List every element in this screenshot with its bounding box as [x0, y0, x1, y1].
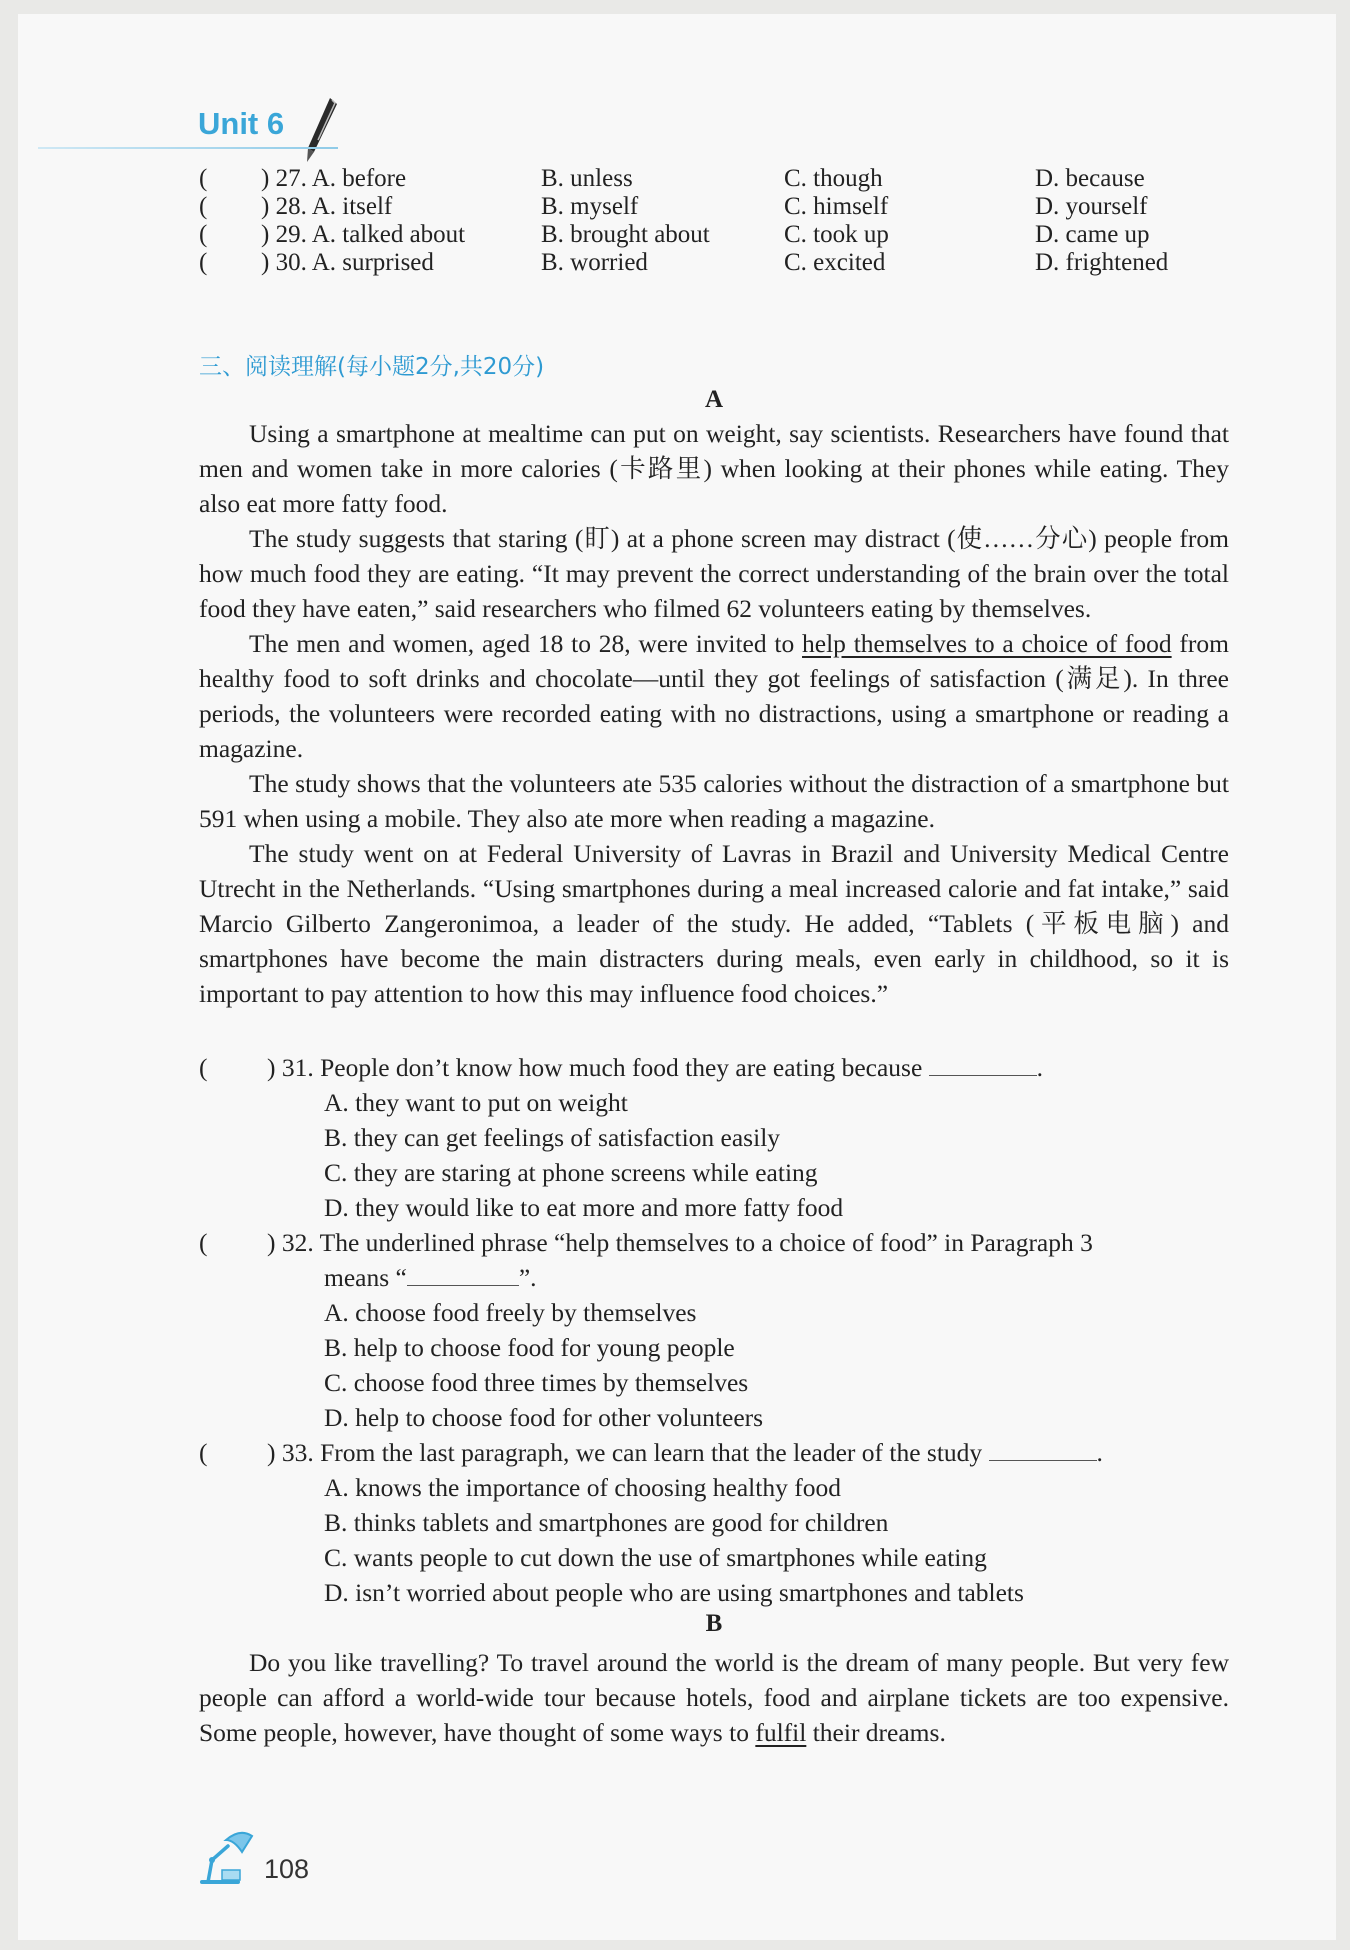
option-d[interactable]: D. they would like to eat more and more fatty food: [324, 1193, 844, 1222]
paragraph-2: The study suggests that staring (盯) at a phone screen may distract (使……分心) people from how much food they are eating. “It may prevent the correct understanding of the brain over the total food they have eaten,” said researchers who filmed 62 volunteers eating by themselves.: [199, 524, 1229, 623]
answer-blank[interactable]: (: [199, 1228, 208, 1257]
option-b: B. unless: [541, 165, 633, 192]
option-b: B. myself: [541, 193, 639, 220]
question-stem: ) 32. The underlined phrase “help themselves to a choice of food” in Paragraph 3: [267, 1228, 1093, 1257]
paragraph-5: The study went on at Federal University of Lavras in Brazil and University Medical Centre Utrecht in the Netherlands. “Using smartphones during a meal increased calorie and fat intake,” said Marcio Gilberto Zangeronimoa, a leader of the study. He added, “Tablets (平板电脑) and smartphones have become the main distracters during meals, even early in childhood, so it is important to pay attention to how this may influence food choices.”: [199, 839, 1229, 1008]
paragraph-3: [199, 626, 1229, 766]
stem-end: .: [1036, 1053, 1044, 1082]
answer-blank[interactable]: (: [199, 249, 208, 276]
option-a: ) 29. A. talked about: [261, 221, 466, 248]
answer-blank[interactable]: (: [199, 193, 208, 220]
question-33: [199, 1435, 1229, 1610]
fill-blank[interactable]: [407, 1261, 519, 1286]
answer-blank[interactable]: (: [199, 221, 208, 248]
option-a: ) 27. A. before: [261, 165, 407, 192]
pen-icon: [300, 96, 340, 166]
underlined-word: fulfil: [755, 1718, 807, 1747]
question-stem: ) 33. From the last paragraph, we can learn that the leader of the study: [267, 1438, 983, 1467]
option-b: B. brought about: [541, 221, 710, 248]
paragraph-1: [199, 1645, 1229, 1750]
passage-a-label: A: [704, 386, 724, 413]
option-a[interactable]: A. choose food freely by themselves: [324, 1298, 697, 1327]
paragraph-1-lead: Do you like travelling? To travel around the world is the dream of many people. But very few people can afford a world-wide tour because hotels, food and airplane tickets are too expensive. Some people, however, have thought of some ways to: [199, 1648, 1229, 1747]
fill-blank[interactable]: [929, 1051, 1037, 1076]
paragraph-1: Using a smartphone at mealtime can put on weight, say scientists. Researchers have found that men and women take in more calories (卡路里) when looking at their phones while eating. They also eat more fatty food.: [199, 419, 1229, 518]
underlined-phrase: help themselves to a choice of food: [802, 629, 1172, 658]
option-c: C. himself: [784, 193, 889, 220]
page-number: 108: [264, 1854, 310, 1884]
option-c: C. excited: [784, 249, 886, 276]
paragraph-1-rest: their dreams.: [806, 1718, 946, 1747]
paragraph-3-rest: from healthy food to soft drinks and chocolate—until they got feelings of satisfaction (满足). In three periods, the volunteers were recorded eating with no distractions, using a smartphone or reading a magazine.: [199, 629, 1229, 763]
option-a[interactable]: A. knows the importance of choosing healthy food: [324, 1473, 841, 1502]
option-c[interactable]: C. they are staring at phone screens while eating: [324, 1158, 818, 1187]
option-b[interactable]: B. help to choose food for young people: [324, 1333, 735, 1362]
stem-continuation: means “: [324, 1263, 407, 1292]
option-d: D. because: [1035, 165, 1145, 192]
option-d: D. yourself: [1035, 193, 1148, 220]
desk-lamp-icon: [198, 1826, 260, 1886]
question-32: [199, 1225, 1229, 1435]
option-a: ) 30. A. surprised: [261, 249, 434, 276]
option-d[interactable]: D. help to choose food for other volunteers: [324, 1403, 764, 1432]
stem-end: ”.: [518, 1263, 537, 1292]
paragraph-4: The study shows that the volunteers ate 535 calories without the distraction of a smartphone but 591 when using a mobile. They also ate more when reading a magazine.: [199, 769, 1229, 833]
option-a[interactable]: A. they want to put on weight: [324, 1088, 628, 1117]
option-c[interactable]: C. wants people to cut down the use of smartphones while eating: [324, 1543, 987, 1572]
passage-a: [199, 416, 1229, 1011]
header-rule: [38, 147, 338, 149]
answer-blank[interactable]: (: [199, 1438, 208, 1467]
option-b[interactable]: B. thinks tablets and smartphones are good for children: [324, 1508, 889, 1537]
option-c: C. though: [784, 165, 883, 192]
stem-end: .: [1096, 1438, 1103, 1467]
option-d: D. frightened: [1035, 249, 1169, 276]
fill-blank[interactable]: [989, 1436, 1097, 1461]
paragraph-3-lead: The men and women, aged 18 to 28, were invited to: [249, 629, 803, 658]
option-a: ) 28. A. itself: [261, 193, 393, 220]
passage-b-label: B: [705, 1610, 723, 1637]
option-d: D. came up: [1035, 221, 1150, 248]
option-b[interactable]: B. they can get feelings of satisfaction easily: [324, 1123, 781, 1152]
passage-b: [199, 1645, 1229, 1750]
option-d[interactable]: D. isn’t worried about people who are using smartphones and tablets: [324, 1578, 1024, 1607]
option-c[interactable]: C. choose food three times by themselves: [324, 1368, 749, 1397]
section-heading: 三、阅读理解(每小题2分,共20分): [199, 354, 545, 380]
question-31: [199, 1050, 1229, 1225]
answer-blank[interactable]: (: [199, 1053, 208, 1082]
option-b: B. worried: [541, 249, 648, 276]
option-c: C. took up: [784, 221, 889, 248]
answer-blank[interactable]: (: [199, 165, 208, 192]
question-stem: ) 31. People don’t know how much food they are eating because: [267, 1053, 923, 1082]
workbook-page: [18, 14, 1336, 1940]
unit-title: Unit 6: [198, 106, 285, 141]
